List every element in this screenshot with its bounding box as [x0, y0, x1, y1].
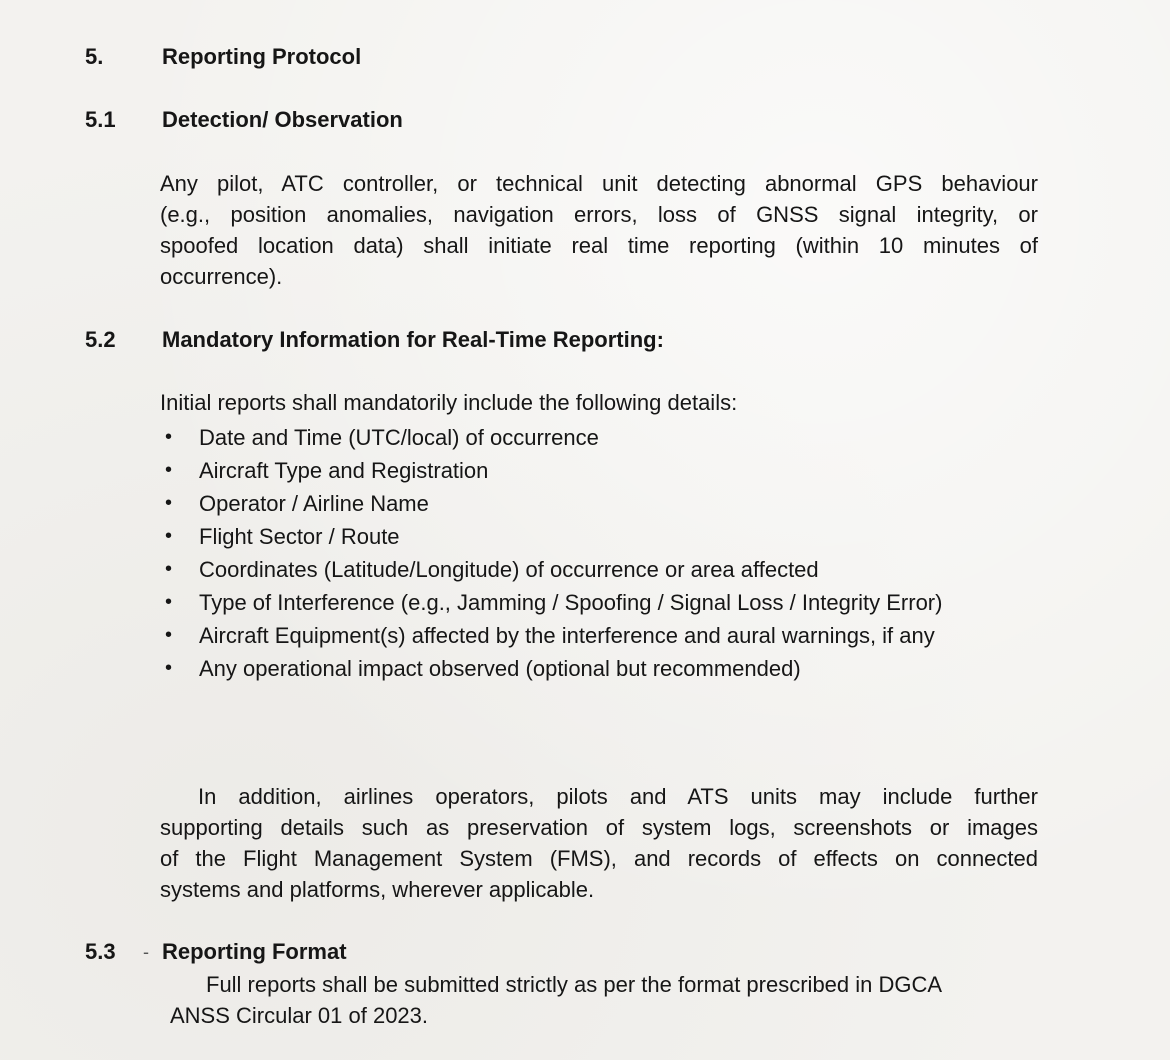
bullet-icon: • — [165, 657, 173, 679]
paragraph-line: systems and platforms, wherever applicable. — [160, 877, 595, 902]
list-item — [160, 521, 1020, 552]
list-item — [160, 488, 1020, 519]
list-item — [160, 653, 1020, 684]
paragraph-line: supporting details such as preservation of system logs, screenshots or images — [160, 815, 1038, 840]
paragraph-line: ANSS Circular 01 of 2023. — [170, 1003, 429, 1028]
paragraph-line: Any pilot, ATC controller, or technical unit detecting abnormal GPS behaviour — [160, 171, 1038, 196]
stray-mark: - — [143, 942, 149, 962]
list-item-text: Any operational impact observed (optional but recommended) — [199, 656, 801, 681]
subsection-number: 5.1 — [85, 107, 116, 132]
format-paragraph — [170, 969, 1038, 1031]
bullet-icon: • — [165, 525, 173, 547]
addition-paragraph — [160, 781, 1038, 905]
bullet-icon: • — [165, 492, 173, 514]
list-item-text: Type of Interference (e.g., Jamming / Spoofing / Signal Loss / Integrity Error) — [199, 590, 943, 615]
list-item — [160, 587, 999, 618]
section-heading: Reporting Protocol — [162, 44, 362, 69]
subsection-heading: Mandatory Information for Real-Time Reporting: — [162, 327, 664, 352]
bullet-icon: • — [165, 459, 173, 481]
subsection-heading: Reporting Format — [162, 939, 347, 964]
paragraph-line: occurrence). — [160, 264, 283, 289]
paragraph-line: (e.g., position anomalies, navigation errors, loss of GNSS signal integrity, or — [160, 202, 1038, 227]
section-number: 5. — [85, 44, 104, 69]
subsection-number: 5.2 — [85, 327, 116, 352]
mandatory-info-list — [160, 422, 1020, 686]
list-item-text: Flight Sector / Route — [199, 524, 400, 549]
paragraph-line: of the Flight Management System (FMS), and records of effects on connected — [160, 846, 1038, 871]
list-item — [160, 554, 1020, 585]
list-item-text: Coordinates (Latitude/Longitude) of occurrence or area affected — [199, 557, 819, 582]
subsection-number: 5.3 — [85, 939, 116, 964]
list-item-text: Date and Time (UTC/local) of occurrence — [199, 425, 599, 450]
paragraph-line: In addition, airlines operators, pilots and ATS units may include further — [198, 784, 1038, 809]
bullet-icon: • — [165, 426, 173, 448]
list-item — [160, 455, 1020, 486]
bullet-icon: • — [165, 624, 173, 646]
list-item-text: Operator / Airline Name — [199, 491, 429, 516]
intro-text: Initial reports shall mandatorily include the following details: — [160, 390, 738, 415]
bullet-icon: • — [165, 558, 173, 580]
list-item — [160, 422, 1020, 453]
list-item — [160, 620, 1019, 651]
paragraph-line: Full reports shall be submitted strictly as per the format prescribed in DGCA — [206, 972, 943, 997]
bullet-icon: • — [165, 591, 173, 613]
detection-paragraph — [160, 168, 1038, 292]
list-item-text: Aircraft Type and Registration — [199, 458, 489, 483]
list-item-text: Aircraft Equipment(s) affected by the interference and aural warnings, if any — [199, 623, 935, 648]
subsection-heading: Detection/ Observation — [162, 107, 403, 132]
paragraph-line: spoofed location data) shall initiate real time reporting (within 10 minutes of — [160, 233, 1038, 258]
